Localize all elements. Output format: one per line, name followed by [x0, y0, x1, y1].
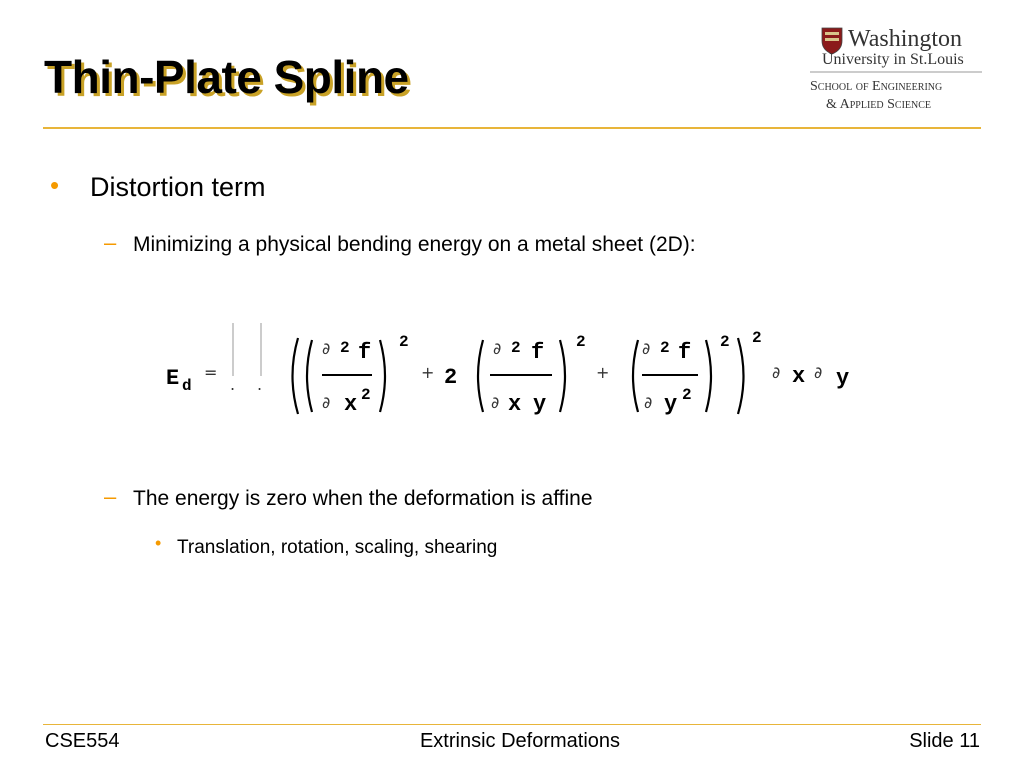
eq-partial-2: ∂	[322, 393, 331, 412]
bullet-dash: –	[104, 484, 117, 509]
bullet-level1: Distortion term	[90, 172, 266, 202]
slide-title: Thin-Plate Spline	[44, 51, 409, 103]
eq-exp-3: 2	[720, 333, 730, 351]
eq-plus-2: +	[596, 363, 610, 382]
logo-line-4: & Applied Science	[826, 97, 932, 112]
eq-coef: 2	[444, 365, 458, 390]
eq-x-1: x	[344, 392, 358, 417]
header-divider	[43, 127, 981, 129]
eq-f-2: f	[531, 340, 545, 365]
bullet-level2-affine: The energy is zero when the deformation is affine	[133, 487, 593, 510]
bullet-level2-bending-energy: Minimizing a physical bending energy on a metal sheet (2D):	[133, 233, 696, 256]
eq-dx: x	[792, 364, 806, 389]
eq-y-1: y	[533, 392, 547, 417]
eq-partial-3: ∂	[493, 339, 502, 358]
eq-sup-4: 2	[660, 339, 670, 357]
eq-f-1: f	[358, 340, 372, 365]
footer-divider	[43, 724, 981, 725]
svg-text:.: .	[257, 375, 263, 394]
eq-exp-4: 2	[752, 329, 762, 347]
bending-energy-equation	[150, 318, 870, 423]
university-logo	[808, 22, 984, 114]
eq-f-3: f	[678, 340, 692, 365]
logo-line-3: School of Engineering	[810, 79, 943, 94]
eq-partial-4: ∂	[491, 393, 500, 412]
eq-sup-2: 2	[361, 386, 371, 404]
svg-text:.: .	[230, 375, 236, 394]
eq-exp-2: 2	[576, 333, 586, 351]
bullet-dot: •	[155, 533, 162, 553]
bullet-dot: •	[50, 170, 60, 200]
eq-lhs-sub: d	[182, 377, 192, 395]
bullet-dash: –	[104, 230, 117, 255]
eq-sup-5: 2	[682, 386, 692, 404]
eq-dx-partial: ∂	[772, 363, 781, 382]
eq-dy-partial: ∂	[814, 363, 823, 382]
eq-dy: y	[836, 366, 850, 391]
logo-line-2: University in St.Louis	[822, 51, 964, 68]
bullet-level3-transforms: Translation, rotation, scaling, shearing	[177, 537, 498, 558]
footer-course: CSE554	[45, 730, 120, 752]
eq-sup-3: 2	[511, 339, 521, 357]
logo-line-1: Washington	[848, 26, 963, 52]
footer-slide-number: Slide 11	[909, 730, 980, 752]
eq-partial-5: ∂	[642, 339, 651, 358]
eq-exp-1: 2	[399, 333, 409, 351]
eq-y-2: y	[664, 392, 678, 417]
eq-partial-1: ∂	[322, 339, 331, 358]
eq-lhs: E	[166, 366, 180, 391]
footer-topic: Extrinsic Deformations	[419, 730, 621, 752]
eq-partial-6: ∂	[644, 393, 653, 412]
eq-x-2: x	[508, 392, 522, 417]
eq-plus-1: +	[421, 363, 435, 382]
eq-equals: =	[204, 363, 218, 382]
eq-sup-1: 2	[340, 339, 350, 357]
